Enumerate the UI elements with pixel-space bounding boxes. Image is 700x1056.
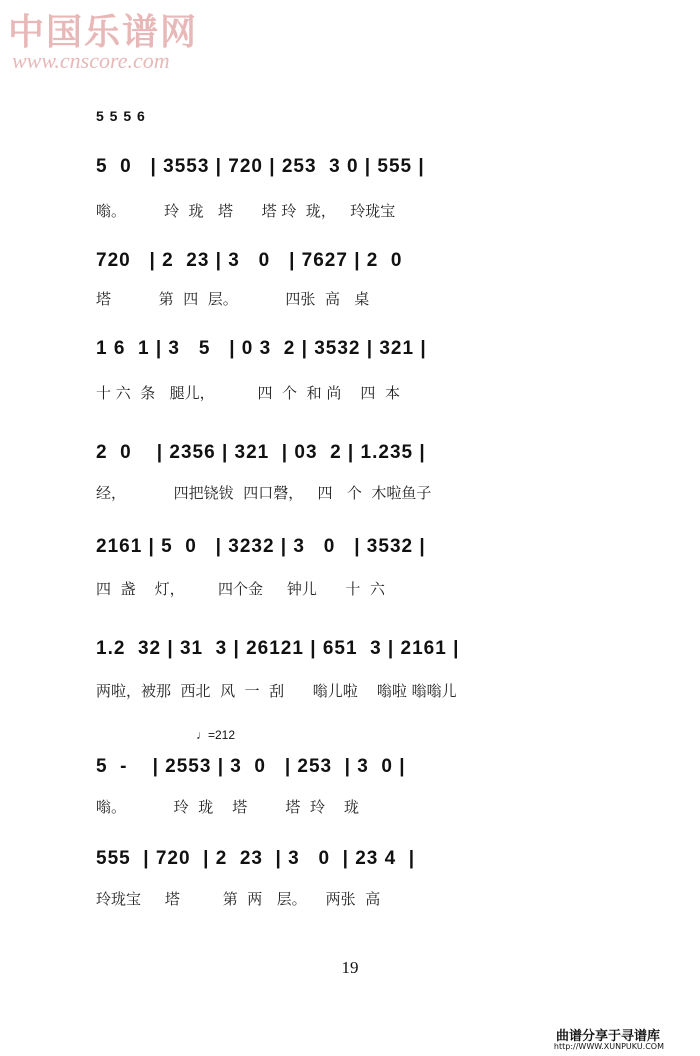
intro-notes: 5 5 5 6 [96,108,146,124]
notes-line-1: 5 0 | 3553 | 720 | 253 3 0 | 555 | [96,156,425,177]
lyrics-line-8: 玲珑宝 塔 第 两 层。 两张 高 [96,890,381,908]
notes-line-6: 1.2 32 | 31 3 | 26121 | 651 3 | 2161 | [96,638,460,659]
notes-line-3: 1 6 1 | 3 5 | 0 3 2 | 3532 | 321 | [96,338,427,359]
notes-line-5: 2161 | 5 0 | 3232 | 3 0 | 3532 | [96,536,426,557]
notes-line-7: 5 - | 2553 | 3 0 | 253 | 3 0 | [96,756,406,777]
watermark-url: www.cnscore.com [12,48,170,73]
notes-line-8: 555 | 720 | 2 23 | 3 0 | 23 4 | [96,848,416,869]
footer-site-cn: 曲谱分享于寻谱库 [555,1029,660,1044]
lyrics-line-7: 嗡。 玲 珑 塔 塔 玲 珑 [96,798,360,816]
tempo-marking: ♩=212 [196,728,236,742]
page-number: 19 [341,958,359,977]
footer-site-url: http://WWW.XUNPUKU.COM [553,1042,664,1051]
lyrics-line-5: 四 盏 灯， 四个金 钟儿 十 六 [96,580,385,598]
lyrics-line-4: 经， 四把铙钹 四口磬， 四 个 木啦鱼子 [96,484,432,502]
lyrics-line-1: 嗡。 玲 珑 塔 塔 玲 珑， 玲珑宝 [96,202,396,220]
notes-line-4: 2 0 | 2356 | 321 | 03 2 | 1.235 | [96,442,426,463]
watermark-logo: 中国乐谱网 [8,11,199,53]
notes-line-2: 720 | 2 23 | 3 0 | 7627 | 2 0 [96,250,403,271]
lyrics-line-6: 两啦，被那 西北 风 一 刮 嗡儿啦 嗡啦 嗡嗡儿 [96,682,457,700]
lyrics-line-3: 十 六 条 腿儿， 四 个 和 尚 四 本 [96,384,400,402]
lyrics-line-2: 塔 第 四 层。 四张 高 桌 [96,290,370,308]
